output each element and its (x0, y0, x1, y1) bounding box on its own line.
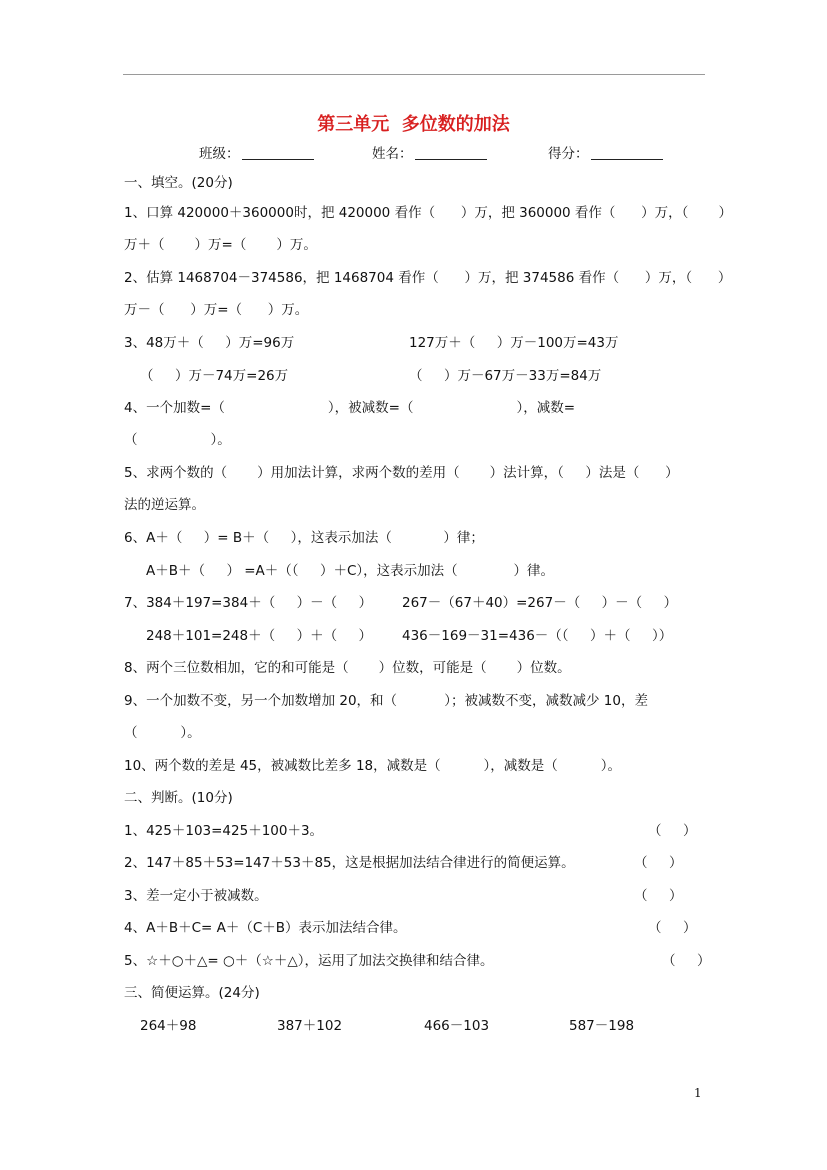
question-line: （ ）。 (124, 725, 201, 741)
question-line: 248＋101=248＋（ ）＋（ ） (146, 628, 373, 644)
judge-answer-box: （ ） (648, 823, 697, 839)
score-blank (591, 145, 663, 160)
section-heading: 三、简便运算。(24分) (124, 985, 260, 1001)
question-line: 4、一个加数=（ ），被减数=（ ），减数= (124, 400, 576, 416)
judge-answer-box: （ ） (648, 920, 697, 936)
question-line: 10、两个数的差是 45，被减数比差多 18，减数是（ ），减数是（ ）。 (124, 758, 621, 774)
question-line: 5、求两个数的（ ）用加法计算，求两个数的差用（ ）法计算，（ ）法是（ ） (124, 465, 679, 481)
judge-answer-box: （ ） (634, 888, 683, 904)
score-label: 得分： (548, 146, 589, 162)
calc-problem: 466－103 (424, 1018, 490, 1034)
question-line: 8、两个三位数相加，它的和可能是（ ）位数，可能是（ ）位数。 (124, 660, 571, 676)
header-rule (123, 74, 705, 75)
score-field (548, 144, 663, 164)
question-line: 万＋（ ）万=（ ）万。 (124, 237, 317, 253)
question-line: 9、一个加数不变，另一个加数增加 20，和（ ）；被减数不变，减数减少 10，差 (124, 693, 648, 709)
name-label: 姓名： (372, 146, 413, 162)
calc-problem: 264＋98 (140, 1018, 197, 1034)
question-line: 1、口算 420000＋360000时，把 420000 看作（ ）万，把 360000 看作（ ）万，（ ） (124, 205, 732, 221)
name-blank (415, 145, 487, 160)
question-line: （ ）万－74万=26万 (140, 368, 289, 384)
question-line: 127万＋（ ）万－100万=43万 (409, 335, 619, 351)
question-line: 万－（ ）万=（ ）万。 (124, 302, 309, 318)
judge-statement: 4、A＋B＋C= A＋（C＋B）表示加法结合律。 (124, 920, 407, 936)
judge-statement: 3、差一定小于被减数。 (124, 888, 268, 904)
question-line: 2、估算 1468704－374586，把 1468704 看作（ ）万，把 374586 看作（ ）万，（ ） (124, 270, 732, 286)
question-line: 法的逆运算。 (124, 497, 205, 513)
judge-statement: 1、425＋103=425＋100＋3。 (124, 823, 324, 839)
judge-statement: 2、147＋85＋53=147＋53＋85，这是根据加法结合律进行的简便运算。 (124, 855, 575, 871)
section-heading: 一、填空。(20分) (124, 175, 233, 191)
question-line: 267－（67＋40）=267－（ ）－（ ） (402, 595, 678, 611)
question-line: A＋B＋（ ） =A＋（（ ）＋C），这表示加法（ ）律。 (146, 563, 554, 579)
question-line: 7、384＋197=384＋（ ）－（ ） (124, 595, 373, 611)
calc-problem: 387＋102 (277, 1018, 343, 1034)
judge-answer-box: （ ） (662, 953, 711, 969)
calc-problem: 587－198 (569, 1018, 635, 1034)
question-line: （ ）。 (124, 432, 231, 448)
class-field (199, 144, 314, 164)
page-title: 第三单元 多位数的加法 (317, 114, 510, 135)
question-line: 6、A＋（ ）= B＋（ ），这表示加法（ ）律； (124, 530, 484, 546)
question-line: 436－169－31=436－（（ ）＋（ ）） (402, 628, 673, 644)
page-number: 1 (694, 1086, 702, 1100)
judge-statement: 5、☆＋○＋△= ○＋（☆＋△），运用了加法交换律和结合律。 (124, 953, 494, 969)
section-heading: 二、判断。(10分) (124, 790, 233, 806)
judge-answer-box: （ ） (634, 855, 683, 871)
name-field (372, 144, 487, 164)
question-line: 3、48万＋（ ）万=96万 (124, 335, 295, 351)
question-line: （ ）万－67万－33万=84万 (409, 368, 602, 384)
class-blank (242, 145, 314, 160)
class-label: 班级： (199, 146, 240, 162)
